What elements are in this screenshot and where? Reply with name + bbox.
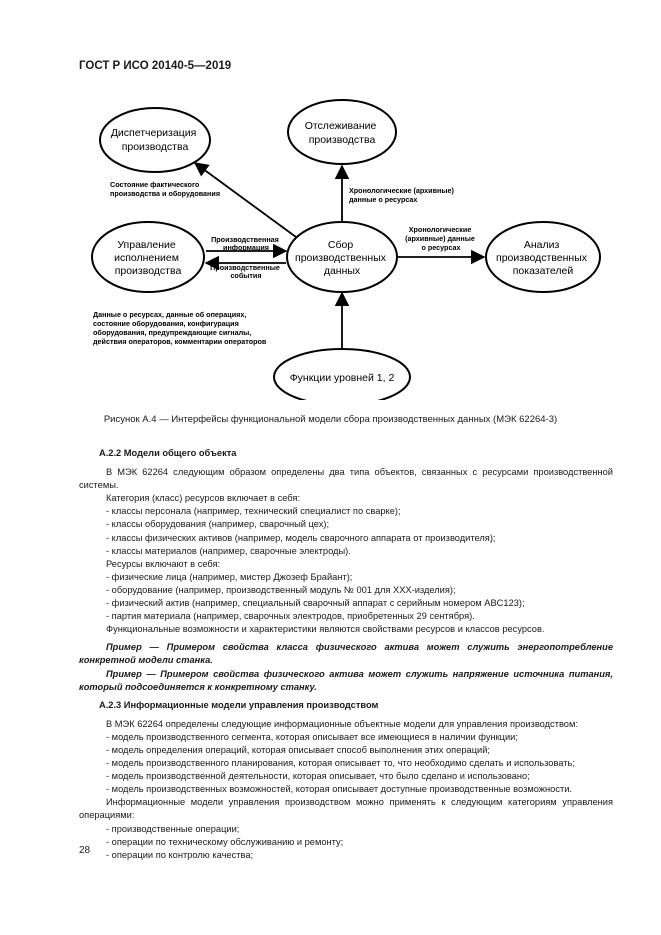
example-paragraph: Пример — Примером свойства физического актива может служить напряжение источника питания, который подсоединяется к конкретному станку. xyxy=(79,668,613,692)
edge-label-prod-events: Производственные события xyxy=(210,263,280,280)
list-item: - классы персонала (например, технический специалист по сварке); xyxy=(106,506,401,517)
list-item: - операции по контролю качества; xyxy=(106,849,254,860)
node-tracking xyxy=(288,100,396,164)
list-item: - модель производственного планирования, которая описывает то, что необходимо сделать и использовать; xyxy=(106,758,575,769)
section-heading-a22: А.2.2 Модели общего объекта xyxy=(99,448,237,458)
node-dispatch xyxy=(100,108,210,172)
list-item: - физические лица (например, мистер Джозеф Брайант); xyxy=(106,571,353,582)
list-item: - модель определения операций, которая описывает способ выполнения этих операций; xyxy=(106,744,491,755)
list-item: - производственные операции; xyxy=(106,823,240,834)
paragraph: Категория (класс) ресурсов включает в себя: xyxy=(106,493,301,504)
list-item: - модель производственного сегмента, которая описывает все имеющиеся в наличии функции; xyxy=(106,731,518,742)
list-item: - оборудование (например, производственный модуль № 001 для XXX-изделия); xyxy=(106,584,456,595)
list-item: - классы оборудования (например, сварочный цех); xyxy=(106,519,330,530)
edge-label-prod-info: Производственная информация xyxy=(211,235,279,252)
label-tracking: Отслеживание производства xyxy=(304,120,377,146)
list-item: - классы физических активов (например, модель сварочного аппарата от производителя); xyxy=(106,532,496,543)
list-item: - модель производственных возможностей, которая описывает доступные производственные возможности. xyxy=(106,784,573,795)
edge-to-dispatch xyxy=(195,163,296,237)
figure-caption: Рисунок А.4 — Интерфейсы функциональной модели сбора производственных данных (МЭК 62264-3) xyxy=(103,414,558,425)
section-heading-a23: А.2.3 Информационные модели управления производством xyxy=(99,699,379,710)
edge-label-chrono-analysis: Хронологические (архивные) данные о ресурсах xyxy=(405,225,475,252)
body-text xyxy=(79,447,613,862)
label-analysis: Анализ производственных показателей xyxy=(496,239,588,277)
paragraph: В МЭК 62264 следующим образом определены два типа объектов, связанных с ресурсами производственной системы. xyxy=(79,467,613,491)
label-dispatch: Диспетчеризация производства xyxy=(110,127,197,153)
page-number: 28 xyxy=(79,845,91,856)
edge-label-state: Состояние фактического производства и оборудования xyxy=(110,180,221,198)
paragraph: Ресурсы включают в себя: xyxy=(106,558,221,569)
paragraph: В МЭК 62264 определены следующие информационные объектные модели для управления производством: xyxy=(106,718,578,729)
paragraph: Функциональные возможности и характеристики являются свойствами ресурсов и классов ресурсов. xyxy=(106,624,545,635)
list-item: - физический актив (например, специальный сварочный аппарат с серийным номером ABC123); xyxy=(106,598,525,609)
functional-model-diagram xyxy=(0,0,661,400)
list-item: - модель производственной деятельности, которая описывает, что было сделано и использовано; xyxy=(106,771,530,782)
example-paragraph: Пример — Примером свойства класса физического актива может служить энергопотребление конкретной модели станка. xyxy=(79,642,613,666)
list-item: - классы материалов (например, сварочные электроды). xyxy=(106,545,351,556)
label-collection: Сбор производственных данных xyxy=(295,239,387,277)
edge-label-levels-data: Данные о ресурсах, данные об операциях, состояние оборудования, конфигурация оборудования, предупреждающие сигналы, действия операторов, комментарии операторов xyxy=(93,310,267,346)
label-execution: Управление исполнением производства xyxy=(114,239,182,277)
label-levels: Функции уровней 1, 2 xyxy=(289,372,395,384)
page-header: ГОСТ Р ИСО 20140-5—2019 xyxy=(79,60,232,72)
edge-label-chrono-tracking: Хронологические (архивные) данные о ресурсах xyxy=(349,186,454,204)
paragraph: Информационные модели управления производством можно применять к следующим категориям управления операциями: xyxy=(79,797,613,821)
list-item: - партия материала (например, сварочных электродов, приобретенных 29 сентября). xyxy=(106,611,475,622)
list-item: - операции по техническому обслуживанию и ремонту; xyxy=(106,836,344,847)
